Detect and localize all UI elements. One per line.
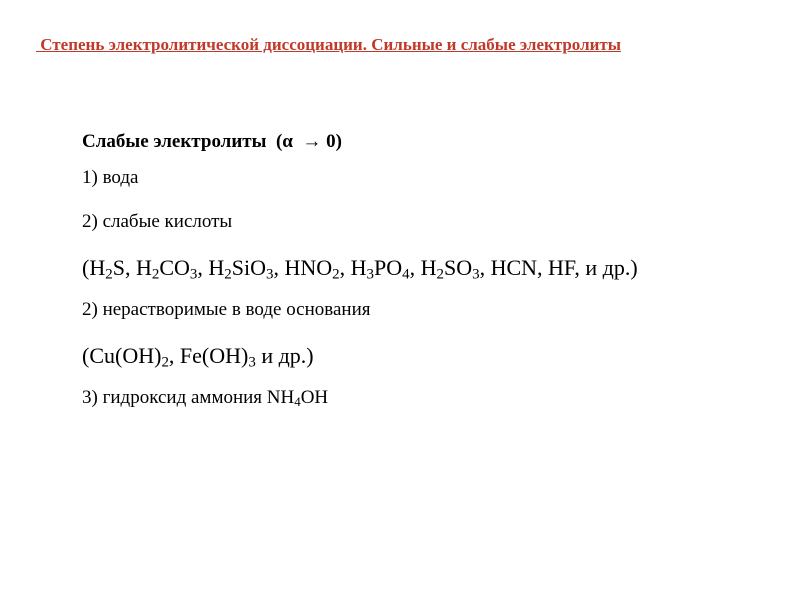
- formula-subscript: 4: [402, 266, 410, 283]
- formula-text: , HNO: [273, 255, 333, 280]
- item-insoluble-bases: 2) нерастворимые в воде основания: [82, 299, 371, 320]
- weak-acids-formula: [82, 252, 782, 284]
- formula-text: , H: [409, 255, 437, 280]
- formula-text: , Fe(OH): [168, 343, 249, 368]
- slide-title: Степень электролитической диссоциации. Сильные и слабые электролиты: [36, 35, 622, 54]
- formula-text: S, H: [112, 255, 152, 280]
- formula-subscript: 2: [332, 266, 340, 283]
- formula-subscript: 3: [189, 266, 198, 283]
- ammonium-hydroxide-text: 3) гидроксид аммония NH: [82, 387, 295, 408]
- item-water: 1) вода: [82, 167, 139, 188]
- ammonium-hydroxide-suffix: OH: [300, 387, 329, 408]
- ammonium-hydroxide-subscript: 4: [294, 394, 301, 410]
- formula-text: , H: [197, 255, 225, 280]
- formula-text: (H: [82, 255, 106, 280]
- weak-electrolytes-heading: Слабые электролиты (α → 0): [82, 131, 342, 152]
- slide-content: [82, 128, 782, 428]
- formula-subscript: 3: [366, 266, 374, 283]
- insoluble-bases-formula: [82, 340, 782, 372]
- formula-text: CO: [159, 255, 190, 280]
- formula-text: и др.): [255, 343, 314, 368]
- formula-subscript: 2: [105, 266, 113, 283]
- formula-subscript: 3: [248, 354, 256, 371]
- formula-text: (Cu(OH): [82, 343, 162, 368]
- formula-text: PO: [374, 255, 403, 280]
- formula-subscript: 3: [472, 266, 480, 283]
- item-ammonium-hydroxide: [82, 384, 782, 412]
- formula-subscript: 3: [265, 266, 274, 283]
- formula-text: SO: [443, 255, 473, 280]
- formula-text: , H: [339, 255, 367, 280]
- formula-subscript: 2: [436, 266, 444, 283]
- formula-subscript: 2: [161, 354, 169, 371]
- formula-text: SiO: [231, 255, 266, 280]
- formula-text: , HCN, HF, и др.): [479, 255, 638, 280]
- formula-subscript: 2: [151, 266, 160, 283]
- item-weak-acids: 2) слабые кислоты: [82, 211, 233, 232]
- formula-subscript: 2: [224, 266, 232, 283]
